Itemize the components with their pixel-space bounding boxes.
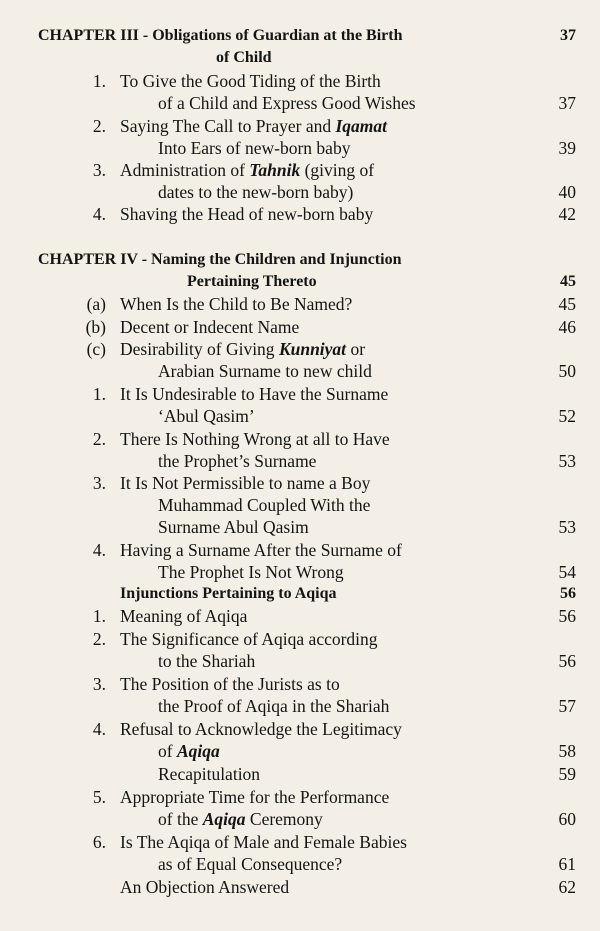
toc-entry-page-number: 42 (558, 204, 576, 224)
toc-entry (0, 808, 600, 830)
toc-entry-title: Desirability of Giving Kunniyat or (120, 339, 366, 359)
toc-entry-page-number: 56 (560, 585, 576, 602)
toc-entry (0, 516, 600, 538)
toc-entry-title: Administration of Tahnik (giving of (120, 160, 375, 180)
toc-entry (0, 450, 600, 472)
toc-entry (0, 673, 600, 695)
toc-entry-number: 4. (92, 540, 106, 560)
toc-entry (0, 605, 600, 627)
toc-entry-page-number: 45 (558, 294, 576, 314)
toc-entry (0, 25, 600, 47)
toc-entry-page-number: 46 (558, 317, 576, 337)
toc-entry-title: The Significance of Aqiqa according (120, 629, 378, 649)
toc-entry-title: of the Aqiqa Ceremony (158, 809, 323, 829)
toc-entry (0, 271, 600, 293)
toc-entry-number: (c) (86, 339, 106, 359)
toc-entry (0, 853, 600, 875)
toc-entry-number: 2. (92, 429, 106, 449)
toc-entry (0, 695, 600, 717)
toc-entry-title: CHAPTER III - Obligations of Guardian at the Birth (38, 27, 403, 44)
toc-entry-page-number: 50 (558, 361, 576, 381)
toc-entry-title: of Aqiqa (158, 741, 220, 761)
toc-entry-page-number: 53 (558, 517, 576, 537)
toc-entry (0, 115, 600, 137)
toc-entry-page-number: 57 (558, 696, 576, 716)
toc-entry (0, 47, 600, 69)
toc-entry-number: 1. (92, 606, 106, 626)
toc-entry (0, 249, 600, 271)
toc-entry-number: 1. (92, 384, 106, 404)
toc-entry-title: It Is Undesirable to Have the Surname (120, 384, 389, 404)
toc-entry-title: The Prophet Is Not Wrong (158, 562, 344, 582)
toc-entry (0, 876, 600, 898)
toc-entry-page-number: 37 (560, 27, 576, 44)
toc-entry-page-number: 60 (558, 809, 576, 829)
toc-entry-title: Saying The Call to Prayer and Iqamat (120, 116, 388, 136)
toc-entry-title: Meaning of Aqiqa (120, 606, 248, 626)
toc-entry (0, 494, 600, 516)
toc-entry-page-number: 37 (558, 93, 576, 113)
toc-entry-title: of a Child and Express Good Wishes (158, 93, 416, 113)
toc-entry-title: Is The Aqiqa of Male and Female Babies (120, 832, 407, 852)
toc-entry-page-number: 62 (558, 877, 576, 897)
toc-entry-number: 5. (92, 787, 106, 807)
toc-entry-number: 3. (92, 674, 106, 694)
toc-entry-title: Refusal to Acknowledge the Legitimacy (120, 719, 402, 739)
toc-entry-title: Muhammad Coupled With the (158, 495, 371, 515)
toc-entry-number: 3. (92, 160, 106, 180)
toc-entry-page-number: 40 (558, 182, 576, 202)
toc-entry-title: Surname Abul Qasim (158, 517, 309, 537)
toc-entry (0, 92, 600, 114)
toc-entry-title: the Prophet’s Surname (158, 451, 317, 471)
toc-entry (0, 650, 600, 672)
toc-entry-page-number: 39 (558, 138, 576, 158)
toc-entry-number: 3. (92, 473, 106, 493)
toc-entry-number: 4. (92, 719, 106, 739)
toc-entry-page-number: 56 (558, 606, 576, 626)
toc-entry-page-number: 52 (558, 406, 576, 426)
toc-entry (0, 293, 600, 315)
toc-entry-title: The Position of the Jurists as to (120, 674, 340, 694)
toc-entry (0, 137, 600, 159)
toc-entry (0, 472, 600, 494)
toc-entry-title: An Objection Answered (120, 877, 290, 897)
toc-entry-title: To Give the Good Tiding of the Birth (120, 71, 381, 91)
toc-entry-page-number: 58 (558, 741, 576, 761)
toc-entry-title: When Is the Child to Be Named? (120, 294, 353, 314)
toc-entry-number: 1. (92, 71, 106, 91)
toc-entry-title: ‘Abul Qasim’ (158, 406, 255, 426)
toc-entry-title: Appropriate Time for the Performance (120, 787, 390, 807)
toc-entry-title: Into Ears of new-born baby (158, 138, 351, 158)
toc-entry (0, 628, 600, 650)
toc-entry-title: to the Shariah (158, 651, 256, 671)
toc-entry (0, 763, 600, 785)
toc-entry-title: as of Equal Consequence? (158, 854, 343, 874)
toc-entry-page-number: 59 (558, 764, 576, 784)
toc-entry-number: 2. (92, 629, 106, 649)
toc-entry-title: Decent or Indecent Name (120, 317, 300, 337)
toc-entry-title: Shaving the Head of new-born baby (120, 204, 374, 224)
toc-entry-number: (a) (86, 294, 106, 314)
toc-entry-title: There Is Nothing Wrong at all to Have (120, 429, 390, 449)
toc-entry-number: 4. (92, 204, 106, 224)
toc-entry-title: the Proof of Aqiqa in the Shariah (158, 696, 390, 716)
toc-entry-title: Pertaining Thereto (187, 273, 317, 290)
toc-entry (0, 316, 600, 338)
toc-entry (0, 740, 600, 762)
toc-entry-number: 6. (92, 832, 106, 852)
toc-entry (0, 718, 600, 740)
toc-entry-number: (b) (85, 317, 106, 337)
toc-entry (0, 181, 600, 203)
toc-entry (0, 583, 600, 605)
toc-entry (0, 203, 600, 225)
toc-entry (0, 70, 600, 92)
toc-entry-title: dates to the new-born baby) (158, 182, 354, 202)
toc-entry-title: CHAPTER IV - Naming the Children and Injunction (38, 251, 402, 268)
toc-entry-title: Injunctions Pertaining to Aqiqa (120, 585, 337, 602)
toc-entry-page-number: 53 (558, 451, 576, 471)
toc-entry (0, 831, 600, 853)
toc-entry-title: of Child (216, 49, 272, 66)
toc-entry-title: Recapitulation (158, 764, 261, 784)
toc-entry (0, 405, 600, 427)
toc-entry (0, 428, 600, 450)
toc-entry-title: It Is Not Permissible to name a Boy (120, 473, 371, 493)
toc-entry (0, 383, 600, 405)
toc-entry-page-number: 56 (558, 651, 576, 671)
toc-entry (0, 561, 600, 583)
toc-entry (0, 539, 600, 561)
toc-entry-page-number: 45 (560, 273, 576, 290)
toc-entry-title: Having a Surname After the Surname of (120, 540, 402, 560)
toc-entry-page-number: 61 (558, 854, 576, 874)
toc-entry-page-number: 54 (558, 562, 576, 582)
toc-entry-title: Arabian Surname to new child (158, 361, 372, 381)
toc-entry-number: 2. (92, 116, 106, 136)
toc-entry (0, 338, 600, 360)
toc-entry (0, 360, 600, 382)
toc-entry (0, 786, 600, 808)
toc-entry (0, 159, 600, 181)
